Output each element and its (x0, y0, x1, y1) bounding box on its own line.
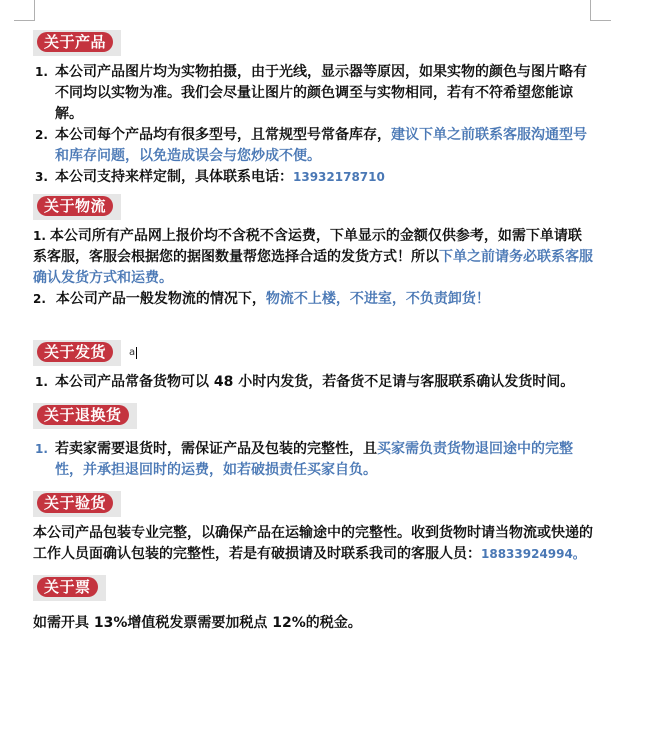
list-number: 3. (35, 170, 48, 184)
section-title-logistics: 关于物流 (37, 196, 113, 216)
list-highlight-text: 买家需负责货物退回途中的完整性，并承担退回时的运费，如若破损责任买家自负。 (55, 441, 573, 478)
list-item (33, 439, 593, 481)
section-title-invoice: 关于票 (37, 577, 98, 597)
section-product (33, 30, 593, 188)
section-returns (33, 403, 593, 481)
list-number: 1. (35, 65, 48, 79)
invoice-paragraph (33, 613, 593, 634)
text-cursor: a (129, 346, 136, 358)
document-body (33, 30, 593, 644)
phone-number: 13932178710 (293, 170, 385, 184)
section-invoice (33, 575, 593, 634)
list-text: 本公司所有产品网上报价均不含税不含运费，下单显示的金额仅供参考，如需下单请联系客服，客服会根据您的据图数量帮您选择合适的发货方式！所以 (33, 228, 582, 265)
list-text: 若卖家需要退货时，需保证产品及包装的完整性，且 (55, 441, 377, 457)
list-item (33, 226, 593, 289)
product-list (33, 62, 593, 188)
section-logistics (33, 194, 593, 310)
list-item (33, 372, 593, 393)
page-corner-mark-left (14, 0, 35, 21)
list-highlight-text: 建议下单之前联系客服沟通型号和库存问题，以免造成误会与您炒成不便。 (55, 127, 587, 164)
list-item (33, 125, 593, 167)
page-corner-mark-right (590, 0, 611, 21)
list-text: 本公司产品常备货物可以 48 小时内发货，若备货不足请与客服联系确认发货时间。 (55, 374, 575, 390)
list-text: 本公司产品一般发物流的情况下， (55, 291, 266, 307)
section-shipping (33, 340, 593, 393)
paragraph-text: 本公司产品包装专业完整，以确保产品在运输途中的完整性。收到货物时请当物流或快递的工作人员面确认包装的完整性，若是有破损请及时联系我司的客服人员： (33, 525, 593, 562)
paragraph-text: 如需开具 13%增值税发票需要加税点 12%的税金。 (33, 615, 362, 631)
list-text: 本公司支持来样定制，具体联系电话： (55, 169, 293, 185)
inspection-paragraph (33, 523, 593, 565)
shipping-list (33, 372, 593, 393)
list-number: 1. (35, 442, 48, 456)
section-inspection (33, 491, 593, 565)
phone-number: 18833924994。 (481, 547, 585, 561)
list-text: 本公司每个产品均有很多型号，且常规型号常备库存， (55, 127, 391, 143)
list-number: 1. (33, 229, 46, 243)
section-title-inspection: 关于验货 (37, 493, 113, 513)
section-header-product (33, 30, 121, 56)
list-item (33, 62, 593, 125)
returns-list (33, 439, 593, 481)
list-item (33, 167, 593, 188)
list-text: 本公司产品图片均为实物拍摄，由于光线，显示器等原因，如果实物的颜色与图片略有不同均以实物为准。我们会尽量让图片的颜色调至与实物相同，若有不符希望您能谅解。 (55, 64, 587, 122)
section-header-invoice (33, 575, 106, 601)
list-number: 1. (35, 375, 48, 389)
list-highlight-text: 下单之前请务必联系客服确认发货方式和运费。 (33, 249, 593, 286)
list-highlight-text: 物流不上楼，不进室，不负责卸货！ (265, 291, 490, 307)
section-title-shipping: 关于发货 (37, 342, 113, 362)
section-header-shipping (33, 340, 121, 366)
section-header-logistics (33, 194, 121, 220)
list-item (33, 289, 593, 310)
list-number: 2. (33, 292, 46, 306)
logistics-list (33, 226, 593, 310)
section-header-inspection (33, 491, 121, 517)
section-title-returns: 关于退换货 (37, 405, 129, 425)
section-header-returns (33, 403, 137, 429)
list-number: 2. (35, 128, 48, 142)
section-title-product: 关于产品 (37, 32, 113, 52)
